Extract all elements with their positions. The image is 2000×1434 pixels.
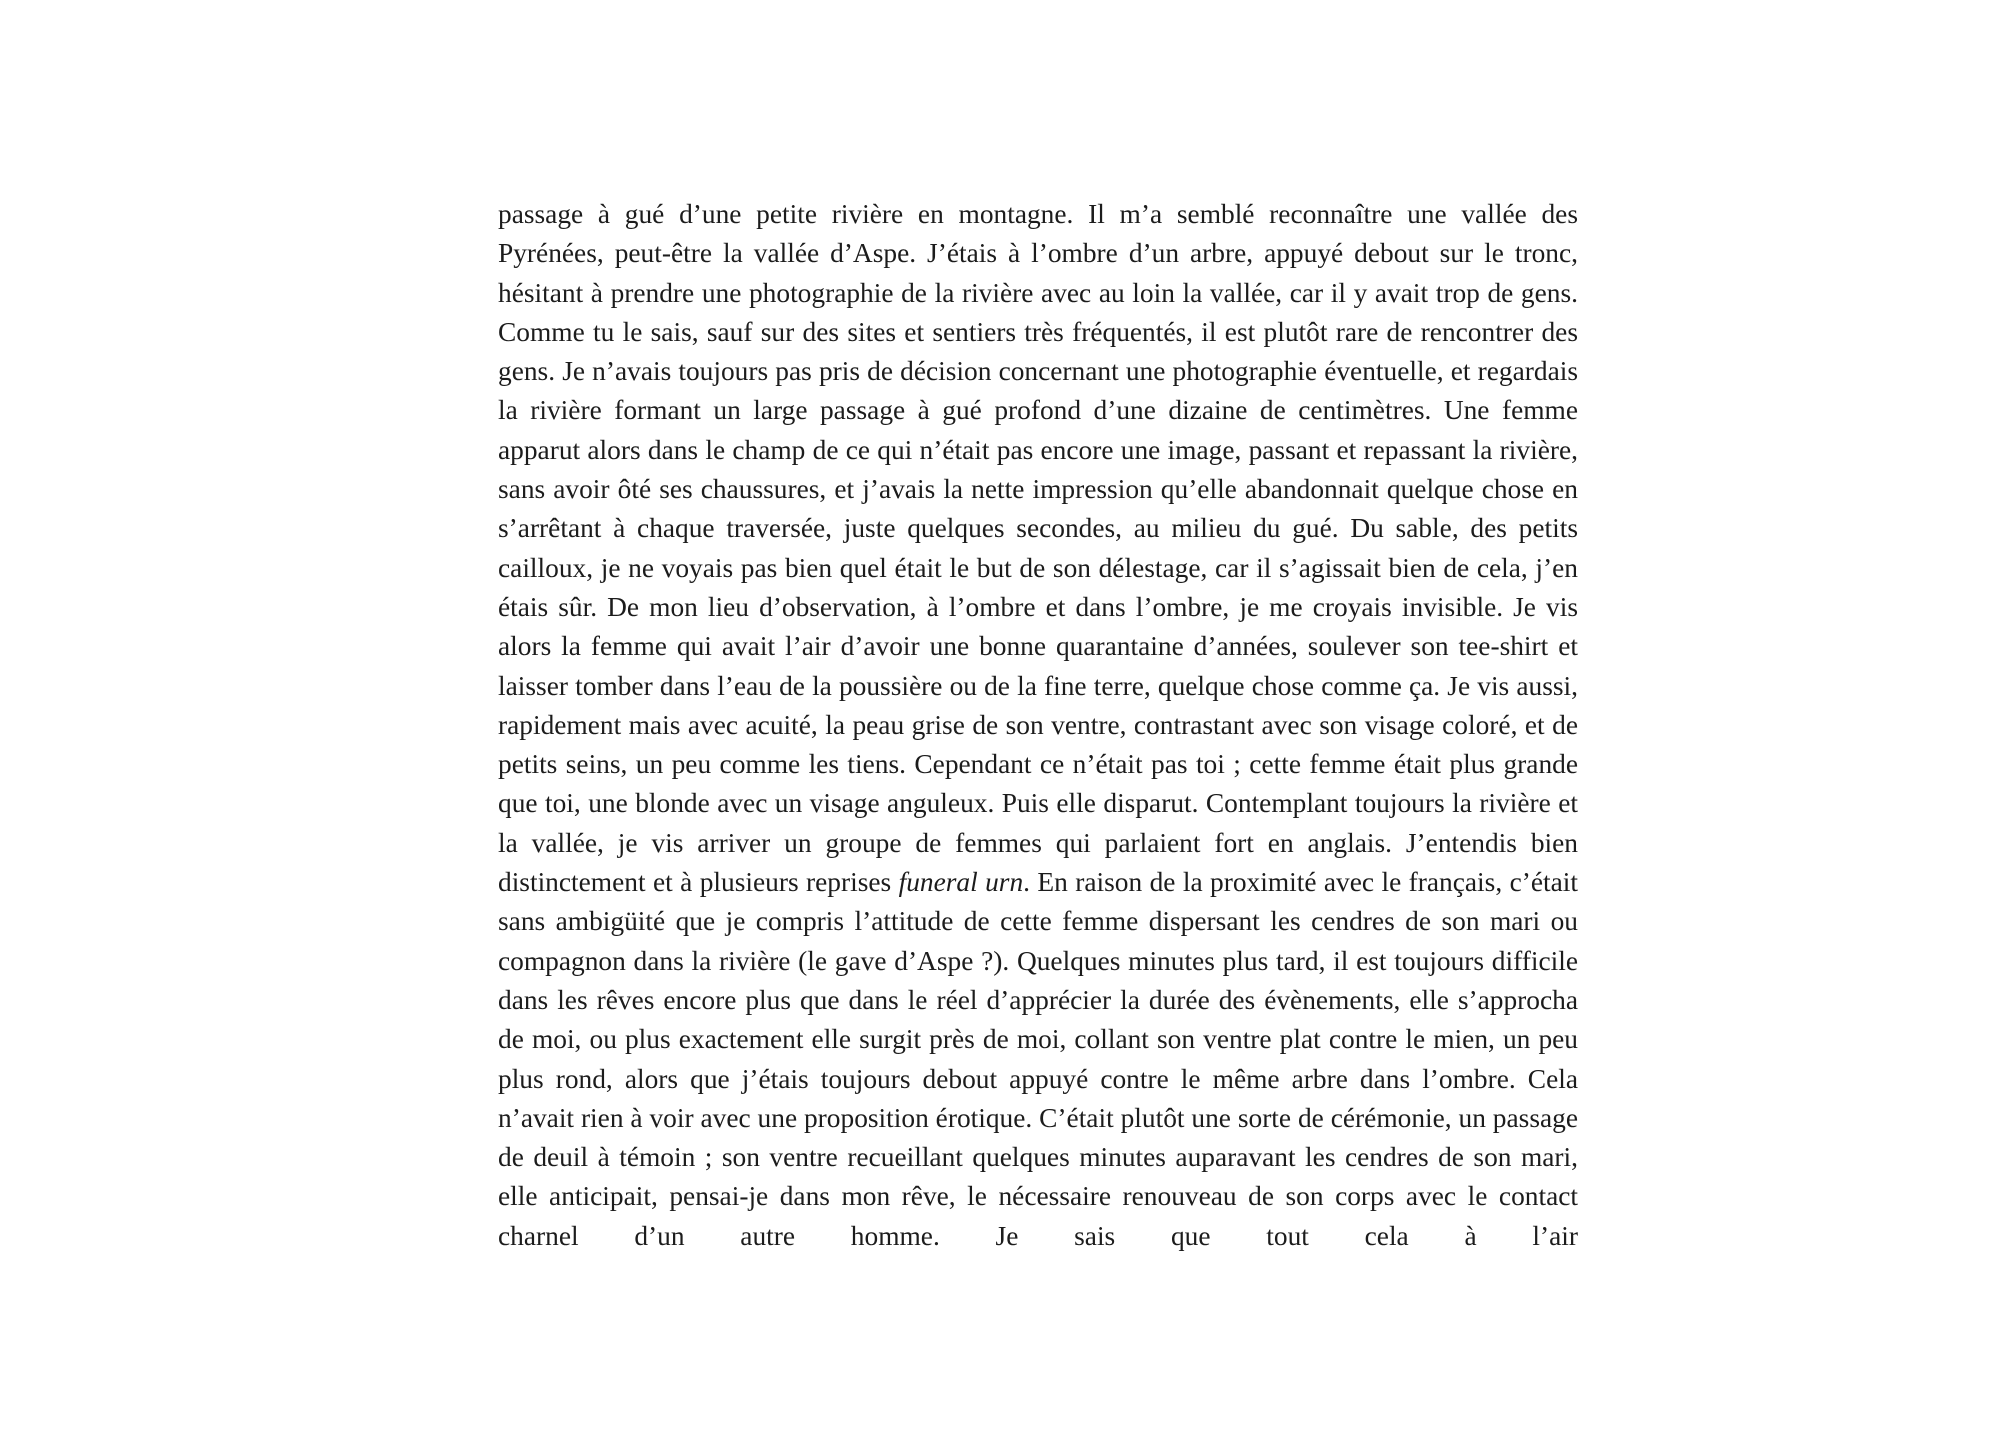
paragraph-segment-2: . En raison de la proximité avec le français, c’était sans ambigüité que je compris l’attitude de cette femme dispersant les cendres de son mari ou compagnon dans la rivière (le gave d’Aspe ?). Quelques minutes plus tard, il est toujours difficile dans les rêves encore plus que dans le réel d’apprécier la durée des évènements, elle s’approcha de moi, ou plus exactement elle surgit près de moi, collant son ventre plat contre le mien, un peu plus rond, alors que j’étais toujours debout appuyé contre le même arbre dans l’ombre. Cela n’avait rien à voir avec une proposition érotique. C’était plutôt une sorte de cérémonie, un passage de deuil à témoin ; son ventre recueillant quelques minutes auparavant les cendres de son mari, elle anticipait, pensai-je dans mon rêve, le nécessaire renouveau de son corps avec le contact charnel d’un autre homme. Je sais que tout cela à l’air	[498, 867, 1578, 1251]
paragraph-segment-1: passage à gué d’une petite rivière en montagne. Il m’a semblé reconnaître une vallée des Pyrénées, peut-être la vallée d’Aspe. J’étais à l’ombre d’un arbre, appuyé debout sur le tronc, hésitant à prendre une photographie de la rivière avec au loin la vallée, car il y avait trop de gens. Comme tu le sais, sauf sur des sites et sentiers très fréquentés, il est plutôt rare de rencontrer des gens. Je n’avais toujours pas pris de décision concernant une photographie éventuelle, et regardais la rivière formant un large passage à gué profond d’une dizaine de centimètres. Une femme apparut alors dans le champ de ce qui n’était pas encore une image, passant et repassant la rivière, sans avoir ôté ses chaussures, et j’avais la nette impression qu’elle abandonnait quelque chose en s’arrêtant à chaque traversée, juste quelques secondes, au milieu du gué. Du sable, des petits cailloux, je ne voyais pas bien quel était le but de son délestage, car il s’agissait bien de cela, j’en étais sûr. De mon lieu d’observation, à l’ombre et dans l’ombre, je me croyais invisible. Je vis alors la femme qui avait l’air d’avoir une bonne quarantaine d’années, soulever son tee-shirt et laisser tomber dans l’eau de la poussière ou de la fine terre, quelque chose comme ça. Je vis aussi, rapidement mais avec acuité, la peau grise de son ventre, contrastant avec son visage coloré, et de petits seins, un peu comme les tiens. Cependant ce n’était pas toi ; cette femme était plus grande que toi, une blonde avec un visage anguleux. Puis elle disparut. Contemplant toujours la rivière et la vallée, je vis arriver un groupe de femmes qui parlaient fort en anglais. J’entendis bien distinctement et à plusieurs reprises	[498, 199, 1578, 898]
body-paragraph	[498, 195, 1578, 1256]
italic-phrase: funeral urn	[898, 867, 1024, 898]
